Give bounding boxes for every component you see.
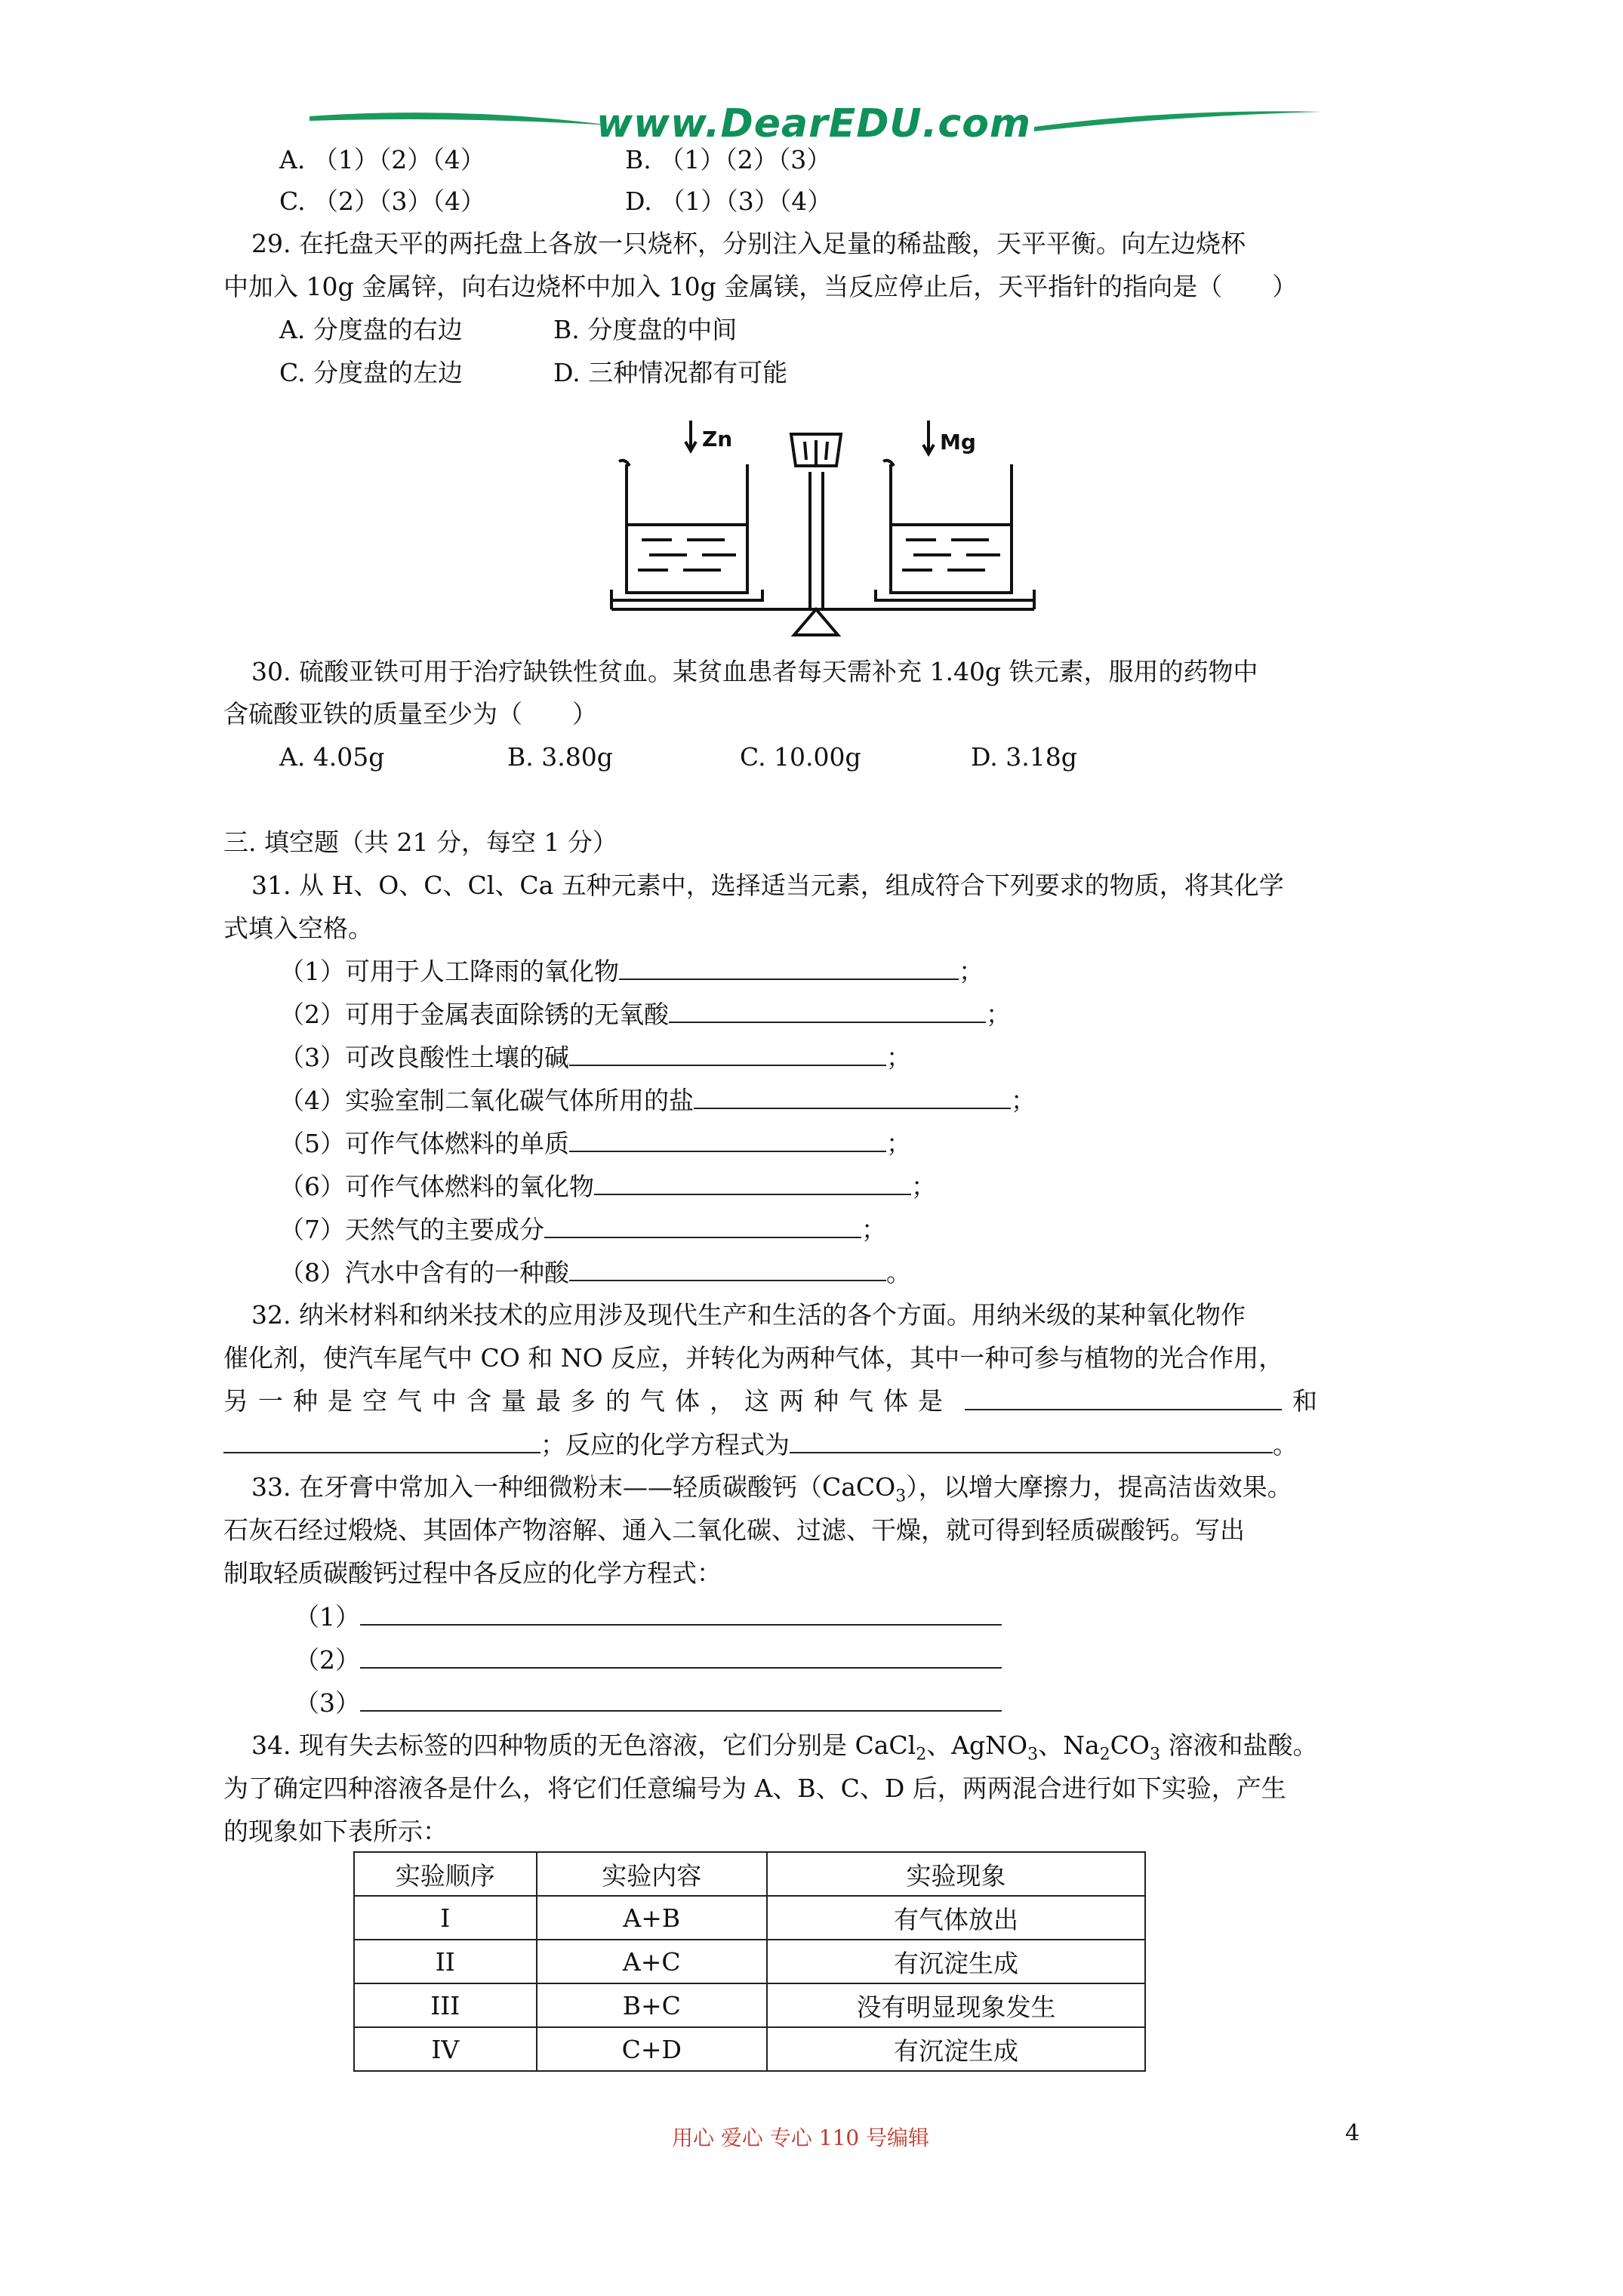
q31-item-end: ；	[986, 1000, 1011, 1029]
answer-blank[interactable]	[223, 1429, 540, 1453]
header-swoosh-right-icon	[1034, 95, 1321, 156]
q31-item-text: （7）天然气的主要成分	[279, 1215, 544, 1244]
q31-item-1	[279, 956, 984, 987]
q31-item-6	[279, 1171, 936, 1202]
q31-item-4	[279, 1085, 1036, 1116]
q33-item-2	[294, 1644, 1002, 1675]
q31-item-text: （6）可作气体燃料的氧化物	[279, 1172, 594, 1201]
text: 溶液和盐酸。	[1160, 1730, 1318, 1760]
q34-line2: 为了确定四种溶液各是什么，将它们任意编号为 A、B、C、D 后，两两混合进行如下实验，产生	[223, 1774, 1286, 1803]
table-cell: 有沉淀生成	[767, 1940, 1145, 1983]
q30-line2: 含硫酸亚铁的质量至少为（ ）	[223, 699, 597, 729]
q33-item-3	[294, 1687, 1002, 1718]
text: 、Na	[1038, 1730, 1100, 1760]
q31-item-end: ；	[1011, 1086, 1036, 1115]
q28-option-c: C. （2）（3）（4）	[279, 186, 486, 216]
table-header-cell: 实验现象	[767, 1852, 1145, 1896]
q33-line1-post: ），以增大摩擦力，提高洁齿效果。	[906, 1472, 1292, 1502]
table-row	[354, 1896, 1145, 1940]
page-number: 4	[1345, 2120, 1360, 2147]
answer-blank[interactable]	[569, 1257, 886, 1281]
balance-figure	[596, 411, 1064, 638]
text: CO	[1110, 1730, 1150, 1760]
q31-item-end: 。	[886, 1258, 911, 1287]
q31-item-text: （3）可改良酸性土壤的碱	[279, 1043, 569, 1072]
q30-option-b: B. 3.80g	[507, 742, 613, 772]
figure-label-zn: Zn	[702, 427, 733, 451]
answer-blank[interactable]	[360, 1687, 1002, 1712]
q33-line2: 石灰石经过煅烧、其固体产物溶解、通入二氧化碳、过滤、干燥，就可得到轻质碳酸钙。写出	[223, 1515, 1245, 1545]
q31-item-end: ；	[911, 1172, 936, 1201]
q31-line1: 31. 从 H、O、C、Cl、Ca 五种元素中，选择适当元素，组成符合下列要求的物质，将其化学	[251, 871, 1284, 900]
q33-item-label: （2）	[294, 1645, 360, 1675]
answer-blank[interactable]	[965, 1386, 1282, 1410]
answer-blank[interactable]	[569, 1042, 886, 1066]
subscript: 2	[916, 1745, 927, 1764]
q29-line1: 29. 在托盘天平的两托盘上各放一只烧杯，分别注入足量的稀盐酸，天平平衡。向左边烧杯	[251, 229, 1246, 258]
answer-blank[interactable]	[544, 1214, 861, 1238]
q31-item-end: ；	[861, 1215, 886, 1244]
table-row	[354, 1940, 1145, 1983]
q31-item-text: （8）汽水中含有的一种酸	[279, 1258, 569, 1287]
q31-item-end: ；	[886, 1043, 911, 1072]
table-header-row	[354, 1852, 1145, 1896]
table-cell: III	[354, 1983, 537, 2027]
subscript: 2	[1099, 1745, 1110, 1764]
subscript: 3	[1149, 1745, 1160, 1764]
table-cell: 有气体放出	[767, 1896, 1145, 1940]
table-cell: 有沉淀生成	[767, 2027, 1145, 2071]
q28-option-a: A. （1）（2）（4）	[279, 145, 485, 174]
q31-item-text: （4）实验室制二氧化碳气体所用的盐	[279, 1086, 694, 1115]
q31-line2: 式填入空格。	[223, 914, 373, 943]
q33-line1-pre: 33. 在牙膏中常加入一种细微粉末——轻质碳酸钙（CaCO	[251, 1472, 896, 1502]
section-title: 三. 填空题（共 21 分，每空 1 分）	[223, 827, 617, 857]
balance-beakers-icon	[596, 411, 1064, 638]
q31-item-text: （1）可用于人工降雨的氧化物	[279, 957, 619, 986]
q34-line1	[251, 1730, 1318, 1764]
q30-option-c: C. 10.00g	[740, 742, 861, 772]
q33-item-label: （3）	[294, 1688, 360, 1718]
answer-blank[interactable]	[594, 1171, 911, 1195]
results-table	[353, 1851, 1146, 2072]
q28-option-d: D. （1）（3）（4）	[625, 186, 833, 216]
answer-blank[interactable]	[790, 1429, 1273, 1453]
q33-item-label: （1）	[294, 1602, 360, 1632]
answer-blank[interactable]	[360, 1601, 1002, 1626]
q31-item-2	[279, 999, 1011, 1030]
q29-option-c: C. 分度盘的左边	[279, 358, 463, 387]
q29-option-a: A. 分度盘的右边	[279, 315, 463, 344]
subscript: 3	[1027, 1745, 1039, 1764]
q31-item-7	[279, 1214, 886, 1245]
q29-option-b: B. 分度盘的中间	[553, 315, 738, 344]
q32-line1: 32. 纳米材料和纳米技术的应用涉及现代生产和生活的各个方面。用纳米级的某种氧化物作	[251, 1300, 1246, 1330]
figure-label-mg: Mg	[940, 430, 976, 455]
table-cell: C+D	[537, 2027, 767, 2071]
q32-line4-end: 。	[1273, 1430, 1298, 1459]
text: 34. 现有失去标签的四种物质的无色溶液，它们分别是 CaCl	[251, 1730, 916, 1760]
q30-option-a: A. 4.05g	[279, 742, 385, 772]
table-cell: I	[354, 1896, 537, 1940]
answer-blank[interactable]	[694, 1085, 1011, 1109]
q30-line1: 30. 硫酸亚铁可用于治疗缺铁性贫血。某贫血患者每天需补充 1.40g 铁元素，服用的药物中	[251, 657, 1258, 686]
footer-text: 用心 爱心 专心 110 号编辑	[672, 2125, 930, 2150]
q32-line4-mid: ；反应的化学方程式为	[540, 1430, 790, 1459]
q31-item-end: ；	[959, 957, 984, 986]
q28-option-b: B. （1）（2）（3）	[625, 145, 832, 174]
table-cell: A+C	[537, 1940, 767, 1983]
q33-item-1	[294, 1601, 1002, 1632]
q32-line3-end: 和	[1292, 1386, 1317, 1416]
answer-blank[interactable]	[569, 1128, 886, 1152]
text: 、AgNO	[926, 1730, 1028, 1760]
q32-line4	[223, 1429, 1298, 1460]
q34-line3: 的现象如下表所示：	[223, 1817, 448, 1846]
q32-line3	[223, 1386, 1409, 1416]
table-header-cell: 实验顺序	[354, 1852, 537, 1896]
table-cell: B+C	[537, 1983, 767, 2027]
q31-item-8	[279, 1257, 911, 1288]
answer-blank[interactable]	[619, 956, 959, 980]
table-cell: IV	[354, 2027, 537, 2071]
header-logo-text: www.DearEDU.com	[596, 101, 1032, 146]
q32-line2: 催化剂，使汽车尾气中 CO 和 NO 反应，并转化为两种气体，其中一种可参与植物的光合作用，	[223, 1343, 1284, 1373]
table-cell: 没有明显现象发生	[767, 1983, 1145, 2027]
q31-item-5	[279, 1128, 911, 1159]
q33-line1	[251, 1472, 1292, 1506]
q31-item-text: （5）可作气体燃料的单质	[279, 1129, 569, 1158]
q29-line2: 中加入 10g 金属锌，向右边烧杯中加入 10g 金属镁，当反应停止后，天平指针的指向是（ ）	[223, 272, 1298, 301]
table-cell: A+B	[537, 1896, 767, 1940]
q29-option-d: D. 三种情况都有可能	[553, 358, 788, 387]
table-cell: II	[354, 1940, 537, 1983]
answer-blank[interactable]	[360, 1644, 1002, 1669]
q31-item-end: ；	[886, 1129, 911, 1158]
subscript: 3	[895, 1487, 907, 1506]
table-row	[354, 2027, 1145, 2071]
q31-item-3	[279, 1042, 911, 1073]
q31-item-text: （2）可用于金属表面除锈的无氧酸	[279, 1000, 669, 1029]
table-header-cell: 实验内容	[537, 1852, 767, 1896]
table-row	[354, 1983, 1145, 2027]
q32-line3-text: 另一种是空气中含量最多的气体，这两种气体是	[223, 1386, 953, 1416]
answer-blank[interactable]	[669, 999, 986, 1023]
q33-line3: 制取轻质碳酸钙过程中各反应的化学方程式：	[223, 1558, 722, 1588]
q30-option-d: D. 3.18g	[971, 742, 1077, 772]
